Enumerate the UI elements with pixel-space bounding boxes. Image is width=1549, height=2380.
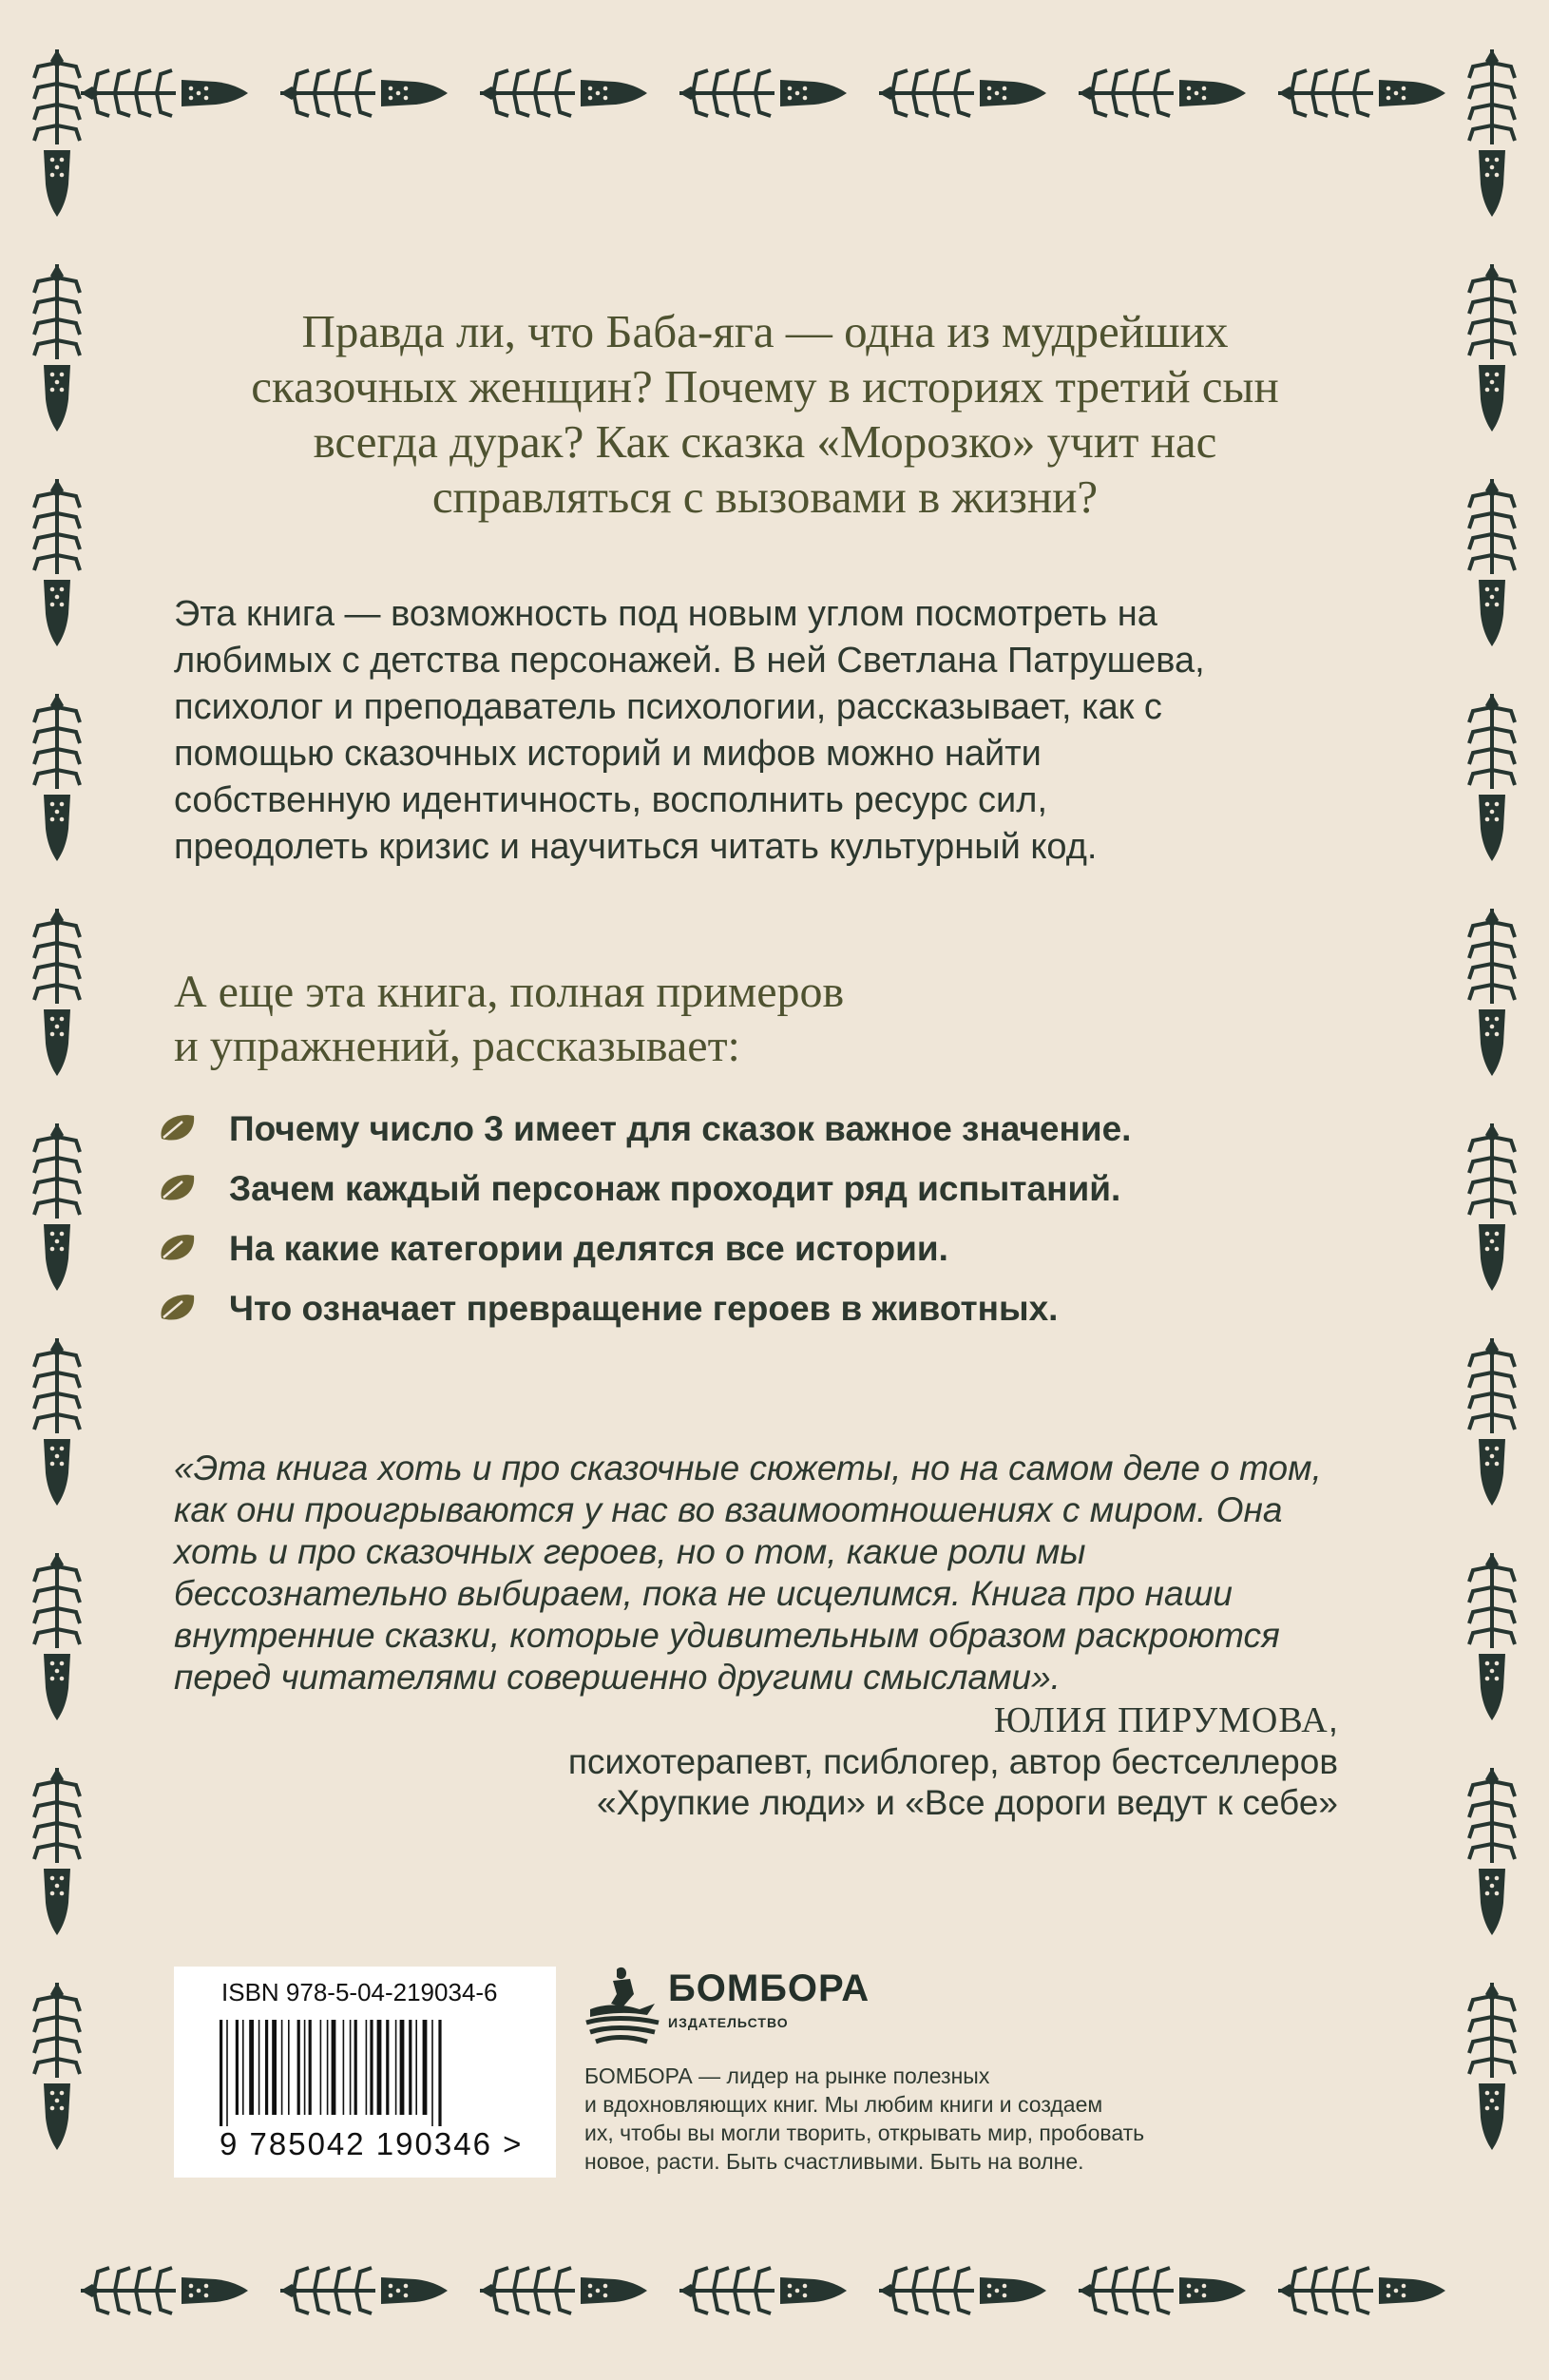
ean-digits: 9 785042 190346 >: [220, 2126, 524, 2161]
barcode-bar: [226, 2020, 228, 2126]
barcode-bar: [220, 2020, 222, 2126]
lead-line: справляться с вызовами в жизни?: [431, 470, 1099, 523]
folk-motif-icon: [1469, 1123, 1515, 1291]
leaf-bullet-icon: [158, 1110, 198, 1146]
feature-text: Что означает превращение героев в животных.: [229, 1289, 1059, 1328]
barcode-bar: [415, 2020, 417, 2115]
folk-motif-icon: [1469, 49, 1515, 217]
folk-motif-icon: [34, 1338, 80, 1506]
folk-motif-icon: [34, 49, 80, 217]
review-quote: [174, 1448, 1338, 1699]
feature-item: [158, 1165, 1298, 1225]
barcode-bar: [409, 2020, 411, 2115]
folk-motif-icon: [34, 1768, 80, 1935]
leaf-bullet-icon: [158, 1230, 198, 1266]
publisher-blurb-line: их, чтобы вы могли творить, открывать мир, пробовать: [584, 2121, 1145, 2145]
description-line: собственную идентичность, восполнить ресурс сил,: [174, 780, 1048, 820]
leaf-bullet-icon: [158, 1170, 198, 1206]
barcode-bar: [438, 2020, 441, 2126]
folk-motif-icon: [34, 694, 80, 861]
folk-motif-icon: [1469, 1768, 1515, 1935]
folk-motif-icon: [480, 70, 647, 116]
folk-motif-icon: [1278, 70, 1445, 116]
folk-motif-icon: [1469, 1553, 1515, 1720]
barcode-bar: [332, 2020, 336, 2115]
feature-text: Зачем каждый персонаж проходит ряд испытаний.: [229, 1169, 1121, 1208]
feature-text: Почему число 3 имеет для сказок важное значение.: [229, 1109, 1132, 1148]
barcode-bar: [395, 2020, 397, 2115]
folk-motif-icon: [34, 1553, 80, 1720]
ornament-border-bottom: [81, 2268, 1445, 2313]
barcode-bar: [309, 2020, 312, 2115]
description-line: психолог и преподаватель психологии, рассказывает, как с: [174, 687, 1162, 727]
quote-line: как они проигрываются у нас во взаимоотношениях с миром. Она: [174, 1490, 1283, 1529]
feature-item: [158, 1225, 1298, 1285]
barcode-bar: [431, 2020, 433, 2126]
folk-motif-icon: [1079, 70, 1246, 116]
barcode-bar: [423, 2020, 428, 2115]
barcode-bar: [400, 2020, 405, 2115]
folk-motif-icon: [280, 2268, 448, 2313]
publisher-blurb-line: и вдохновляющих книг. Мы любим книги и создаем: [584, 2092, 1103, 2117]
quote-line: «Эта книга хоть и про сказочные сюжеты, но на самом деле о том,: [174, 1449, 1322, 1488]
features-heading: [174, 965, 1219, 1073]
lead-questions: [162, 304, 1368, 525]
barcode-bar: [281, 2020, 283, 2115]
barcode-bar: [304, 2020, 306, 2115]
publisher-blurb-line: БОМБОРА — лидер на рынке полезных: [584, 2063, 990, 2088]
quote-line: хоть и про сказочных героев, но о том, какие роли мы: [174, 1532, 1086, 1571]
folk-motif-icon: [1469, 479, 1515, 646]
barcode-bar: [297, 2020, 300, 2115]
description-line: Эта книга — возможность под новым углом посмотреть на: [174, 594, 1157, 634]
lead-line: сказочных женщин? Почему в историях третий сын: [251, 360, 1279, 413]
barcode-bar: [249, 2020, 254, 2115]
ornament-border-right: [1469, 49, 1515, 2150]
ornament-border-left: [34, 49, 80, 2150]
feature-item: [158, 1105, 1298, 1165]
barcode-bar: [320, 2020, 322, 2115]
publisher-logo-subtitle: ИЗДАТЕЛЬСТВО: [668, 2015, 789, 2030]
publisher-blurb-line: новое, расти. Быть счастливыми. Быть на волне.: [584, 2149, 1084, 2174]
book-description: [174, 591, 1338, 871]
reviewer-name: ЮЛИЯ ПИРУМОВА: [993, 1700, 1329, 1740]
barcode-bar: [258, 2020, 260, 2115]
ornament-border-top: [81, 70, 1445, 116]
quote-line: бессознательно выбираем, пока не исцелимся. Книга про наши: [174, 1574, 1233, 1613]
lead-line: всегда дурак? Как сказка «Морозко» учит нас: [313, 415, 1217, 468]
folk-motif-icon: [1469, 909, 1515, 1076]
folk-motif-icon: [1469, 1338, 1515, 1506]
features-heading-line: А еще эта книга, полная примеров: [174, 967, 845, 1017]
barcode-bar: [265, 2020, 268, 2115]
folk-motif-icon: [1469, 694, 1515, 861]
lead-line: Правда ли, что Баба-яга — одна из мудрейших: [301, 305, 1229, 357]
barcode-bar: [354, 2020, 357, 2115]
folk-motif-icon: [81, 2268, 248, 2313]
barcode-bar: [236, 2020, 239, 2115]
barcode-bar: [386, 2020, 389, 2115]
barcode-bar: [327, 2020, 329, 2115]
folk-motif-icon: [679, 70, 847, 116]
folk-motif-icon: [1469, 264, 1515, 432]
feature-text: На какие категории делятся все истории.: [229, 1229, 948, 1268]
barcode-bar: [366, 2020, 368, 2115]
feature-item: [158, 1285, 1298, 1345]
publisher-logo: [584, 1966, 870, 2051]
reviewer-name-line: [174, 1699, 1338, 1741]
folk-motif-icon: [480, 2268, 647, 2313]
folk-motif-icon: [34, 1983, 80, 2150]
folk-motif-icon: [879, 70, 1046, 116]
folk-motif-icon: [1469, 1983, 1515, 2150]
folk-motif-icon: [81, 70, 248, 116]
folk-motif-icon: [1278, 2268, 1445, 2313]
reviewer-role: психотерапевт, псиблогер, автор бестселлеров: [567, 1742, 1338, 1781]
folk-motif-icon: [879, 2268, 1046, 2313]
folk-motif-icon: [34, 479, 80, 646]
description-line: преодолеть кризис и научиться читать культурный код.: [174, 827, 1098, 867]
features-list: [158, 1105, 1298, 1345]
isbn-barcode-panel: [174, 1967, 556, 2178]
description-line: любимых с детства персонажей. В ней Светлана Патрушева,: [174, 641, 1205, 681]
barcode-bar: [288, 2020, 290, 2115]
barcode-bar: [242, 2020, 244, 2115]
reviewer-name-suffix: ,: [1328, 1700, 1338, 1739]
folk-motif-icon: [34, 909, 80, 1076]
barcode-bar: [350, 2020, 352, 2115]
leaf-bullet-icon: [158, 1290, 198, 1326]
barcode-bar: [272, 2020, 277, 2115]
publisher-logo-name: БОМБОРА: [668, 1967, 870, 2009]
quote-line: перед читателями совершенно другими смыслами».: [174, 1658, 1061, 1697]
reviewer-books: «Хрупкие люди» и «Все дороги ведут к себе»: [596, 1783, 1338, 1822]
folk-motif-icon: [1079, 2268, 1246, 2313]
barcode-icon: [212, 2020, 516, 2126]
isbn-label: ISBN 978-5-04-219034-6: [221, 1978, 498, 2006]
folk-motif-icon: [34, 1123, 80, 1291]
features-heading-line: и упражнений, рассказывает:: [174, 1021, 740, 1071]
description-line: помощью сказочных историй и мифов можно найти: [174, 734, 1042, 774]
barcode-bar: [343, 2020, 345, 2115]
quote-line: внутренние сказки, которые удивительным образом раскроются: [174, 1616, 1280, 1655]
barcode-bar: [377, 2020, 382, 2115]
publisher-blurb: [584, 2062, 1269, 2176]
folk-motif-icon: [280, 70, 448, 116]
folk-motif-icon: [679, 2268, 847, 2313]
quote-attribution: [174, 1699, 1338, 1823]
folk-motif-icon: [34, 264, 80, 432]
barcode-bar: [370, 2020, 373, 2115]
wave-rider-logo-icon: [584, 1966, 660, 2045]
